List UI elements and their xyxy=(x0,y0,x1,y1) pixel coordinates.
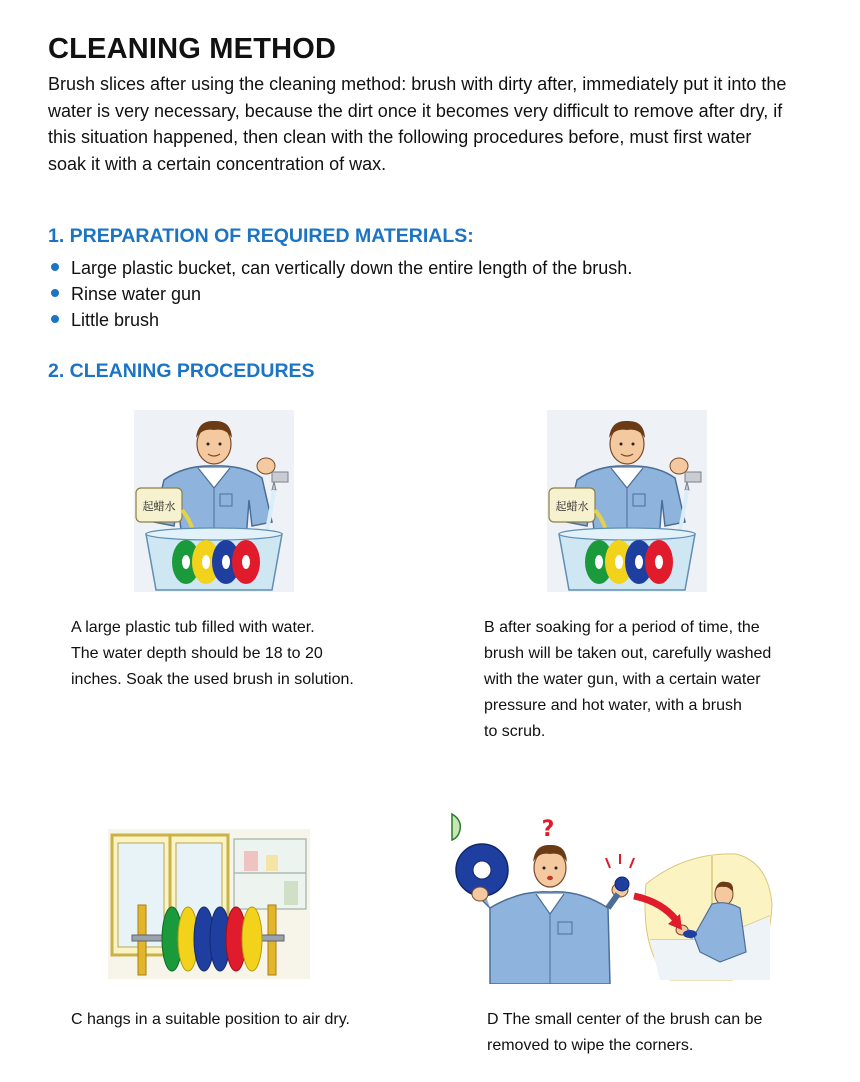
bottle-label: 起蜡水 xyxy=(555,500,589,513)
illustration-soak-tub xyxy=(134,410,294,592)
question-mark: ? xyxy=(541,817,555,842)
bullet-icon xyxy=(51,315,59,323)
illustration-remove-center xyxy=(450,812,776,984)
list-item xyxy=(48,255,632,281)
illustration-wash-brush xyxy=(547,410,707,592)
list-item-text: Large plastic bucket, can vertically down the entire length of the brush. xyxy=(71,258,633,278)
list-item xyxy=(48,281,632,307)
page-title: CLEANING METHOD xyxy=(48,33,337,65)
list-item xyxy=(48,307,632,333)
intro-paragraph: Brush slices after using the cleaning method: brush with dirty after, immediately put it into the water is very necessary, because the dirt once it becomes very difficult to remove after dry, if this situation happened, then clean with the following procedures before, must first water soak it with a certain concentration of wax. xyxy=(48,74,787,174)
list-item-text: Rinse water gun xyxy=(71,284,202,304)
materials-list xyxy=(48,255,632,333)
bullet-icon xyxy=(51,263,59,271)
bottle-label: 起蜡水 xyxy=(142,500,176,513)
step-c-caption: C hangs in a suitable position to air dry. xyxy=(71,1011,350,1028)
bullet-icon xyxy=(51,289,59,297)
illustration-air-dry xyxy=(108,829,310,979)
step-a-caption: A large plastic tub filled with water. The water depth should be 18 to 20 inches. Soak the used brush in solution. xyxy=(71,619,354,688)
step-b-caption: B after soaking for a period of time, the brush will be taken out, carefully washed with the water gun, with a certain water pressure and hot water, with a brush to scrub. xyxy=(484,619,772,740)
section-materials-heading: 1. PREPARATION OF REQUIRED MATERIALS: xyxy=(48,225,474,247)
list-item-text: Little brush xyxy=(71,310,160,330)
step-d-caption: D The small center of the brush can be removed to wipe the corners. xyxy=(487,1011,763,1054)
section-procedures-heading: 2. CLEANING PROCEDURES xyxy=(48,360,315,382)
